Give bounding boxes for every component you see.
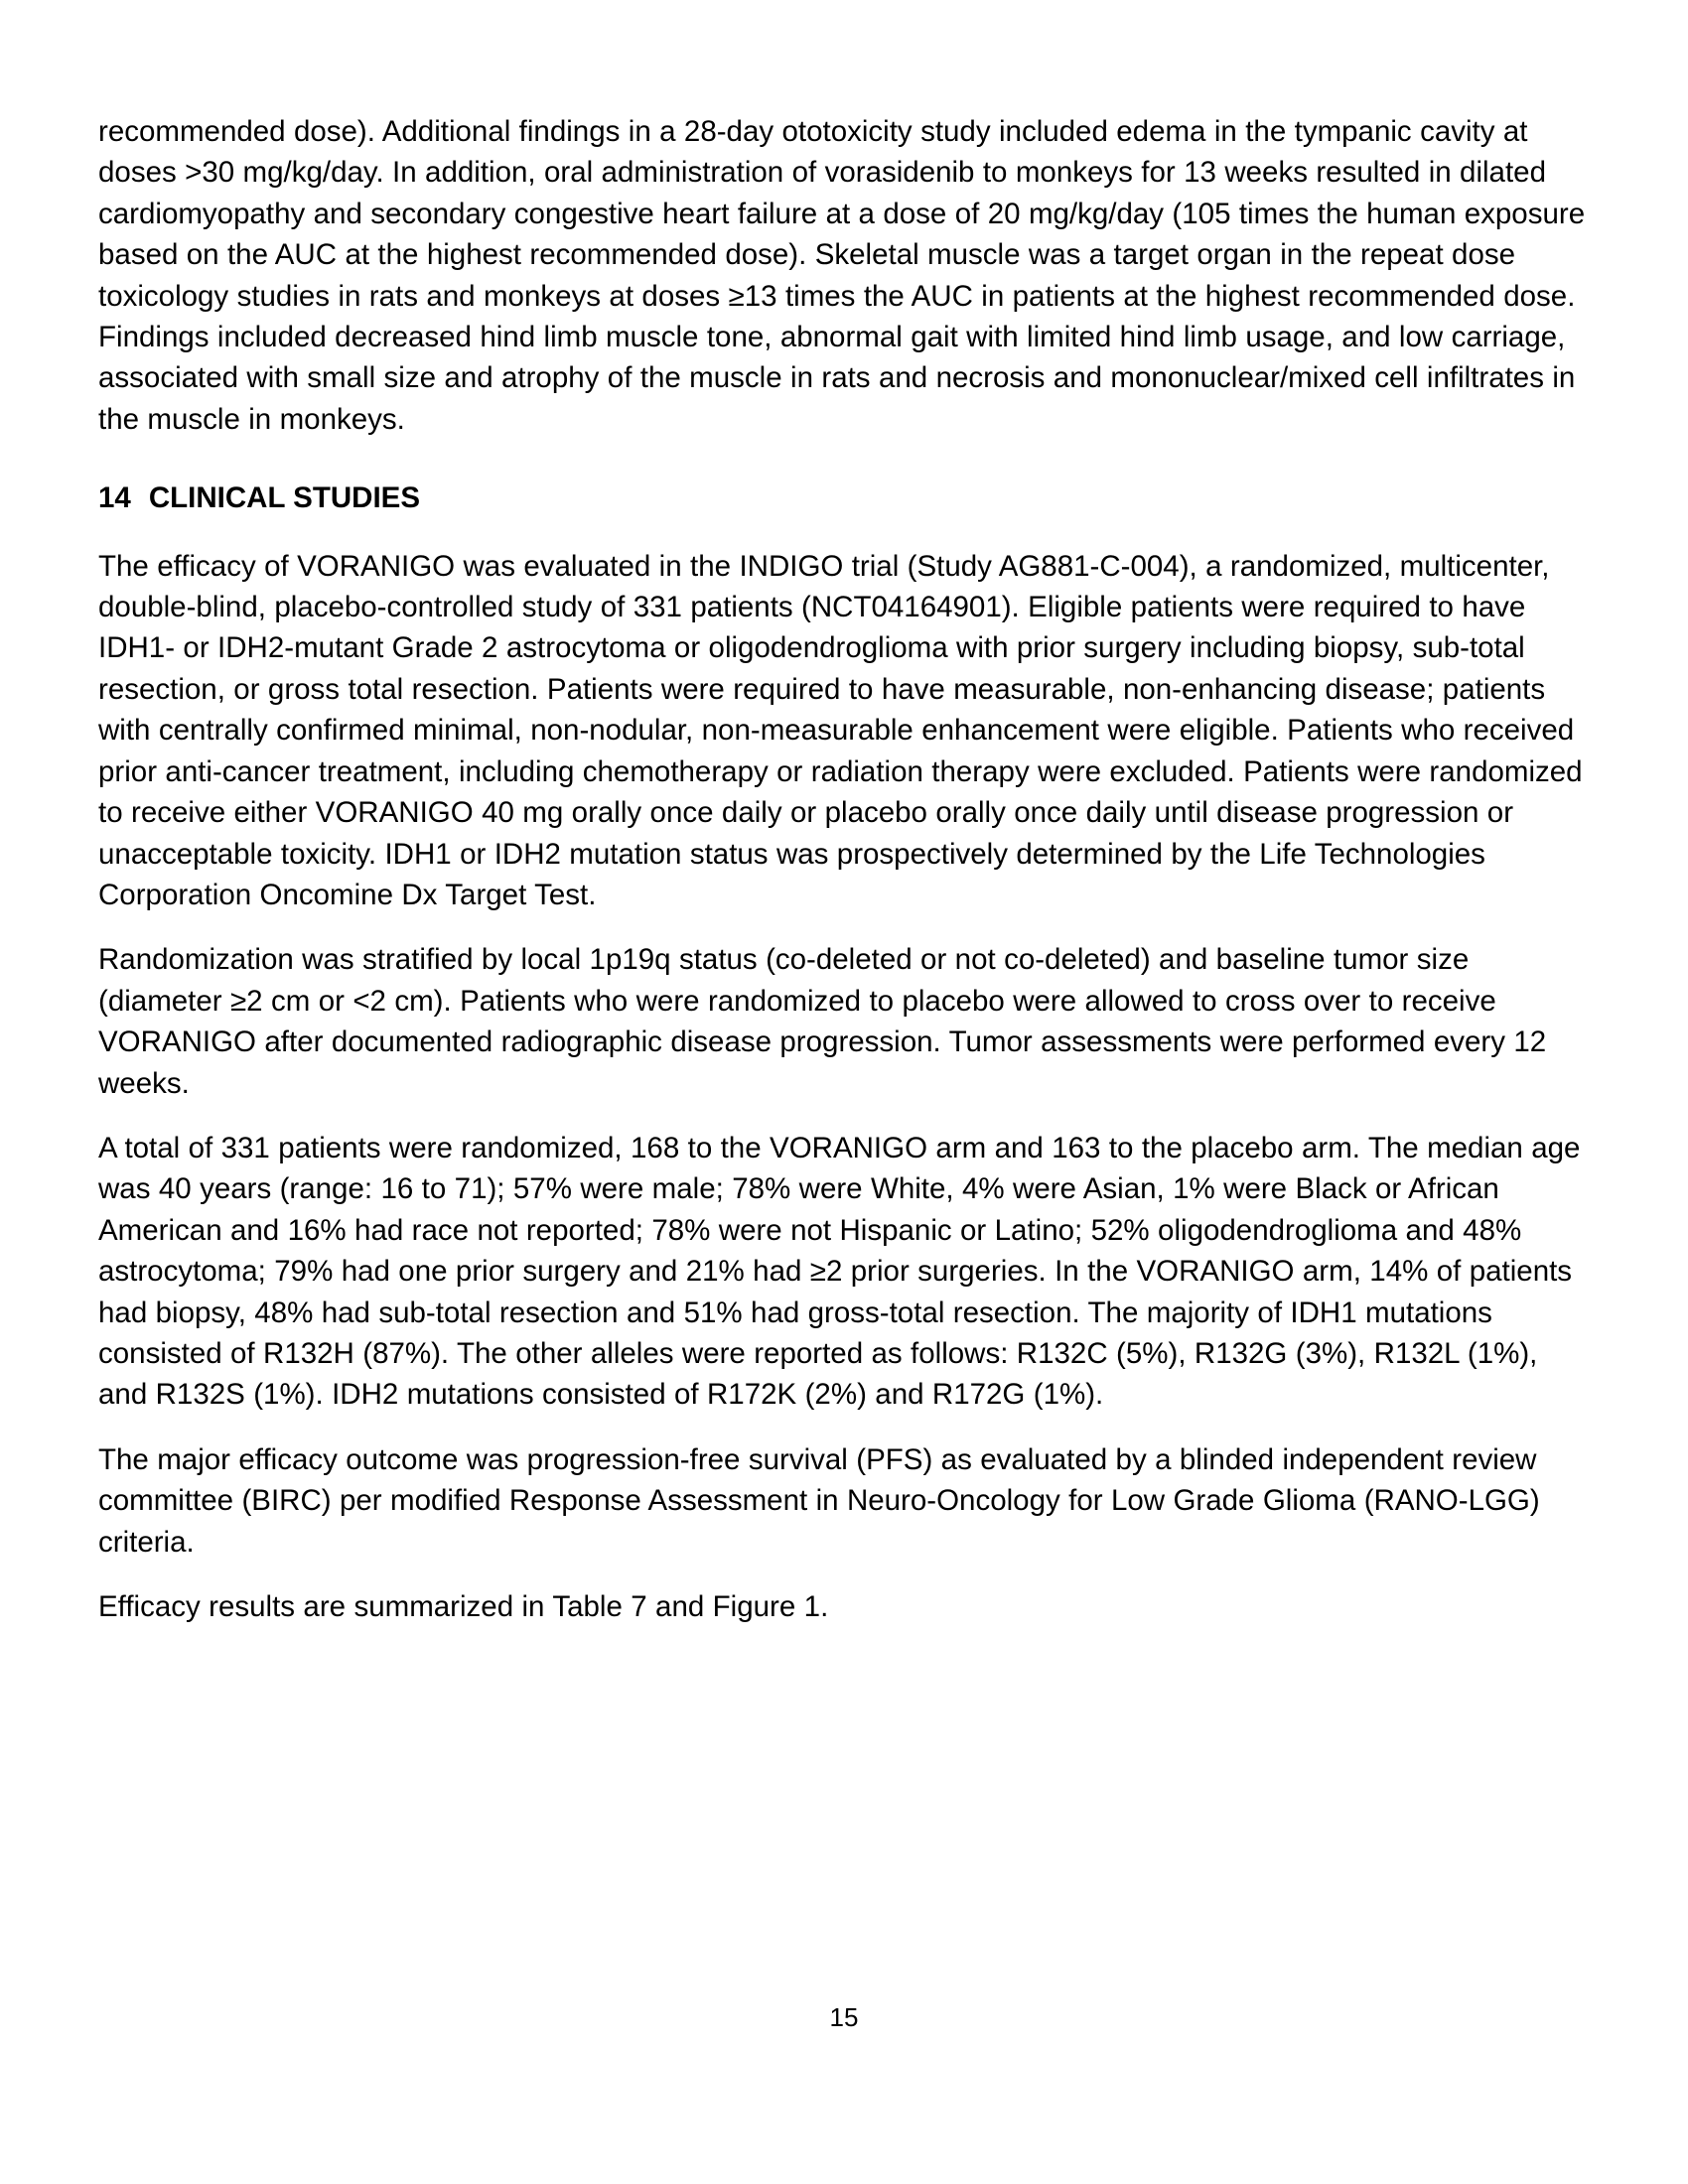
section-title: CLINICAL STUDIES (148, 481, 420, 515)
page-number: 15 (829, 2002, 859, 2032)
paragraph-nonclinical-toxicology-continued: recommended dose). Additional findings in a 28-day ototoxicity study included edema in the tympanic cavity at doses >30 mg/kg/day. In addition, oral administration of vorasidenib to monkeys for 13 weeks resulted in dilated cardiomyopathy and secondary congestive heart failure at a dose of 20 mg/kg/day (105 times the human exposure based on the AUC at the highest recommended dose). Skeletal muscle was a target organ in the repeat dose toxicology studies in rats and monkeys at doses ≥13 times the AUC in patients at the highest recommended dose. Findings included decreased hind limb muscle tone, abnormal gait with limited hind limb usage, and low carriage, associated with small size and atrophy of the muscle in rats and necrosis and mononuclear/mixed cell infiltrates in the muscle in monkeys. (98, 115, 1586, 436)
paragraph-randomization-stratification: Randomization was stratified by local 1p19q status (co-deleted or not co-deleted) and baseline tumor size (diameter ≥2 cm or <2 cm). Patients who were randomized to placebo were allowed to cross over to receive VORANIGO after documented radiographic disease progression. Tumor assessments were performed every 12 weeks. (98, 943, 1547, 1100)
paragraph-patient-demographics: A total of 331 patients were randomized, 168 to the VORANIGO arm and 163 to the placebo arm. The median age was 40 years (range: 16 to 71); 57% were male; 78% were White, 4% were Asian, 1% were Black or African American and 16% had race not reported; 78% were not Hispanic or Latino; 52% oligodendroglioma and 48% astrocytoma; 79% had one prior surgery and 21% had ≥2 prior surgeries. In the VORANIGO arm, 14% of patients had biopsy, 48% had sub-total resection and 51% had gross-total resection. The majority of IDH1 mutations consisted of R132H (87%). The other alleles were reported as follows: R132C (5%), R132G (3%), R132L (1%), and R132S (1%). IDH2 mutations consisted of R172K (2%) and R172G (1%). (98, 1131, 1581, 1412)
section-number: 14 (98, 481, 131, 515)
section-heading-clinical-studies (98, 478, 1590, 518)
paragraph-indigo-trial-design: The efficacy of VORANIGO was evaluated in the INDIGO trial (Study AG881-C-004), a randomized, multicenter, double-blind, placebo-controlled study of 331 patients (NCT04164901). Eligible patients were required to have IDH1- or IDH2-mutant Grade 2 astrocytoma or oligodendroglioma with prior surgery including biopsy, sub-total resection, or gross total resection. Patients were required to have measurable, non-enhancing disease; patients with centrally confirmed minimal, non-nodular, non-measurable enhancement were eligible. Patients who received prior anti-cancer treatment, including chemotherapy or radiation therapy were excluded. Patients were randomized to receive either VORANIGO 40 mg orally once daily or placebo orally once daily until disease progression or unacceptable toxicity. IDH1 or IDH2 mutation status was prospectively determined by the Life Technologies Corporation Oncomine Dx Target Test. (98, 549, 1583, 911)
page-content (98, 111, 1590, 1651)
paragraph-major-efficacy-outcome: The major efficacy outcome was progression-free survival (PFS) as evaluated by a blinded independent review committee (BIRC) per modified Response Assessment in Neuro-Oncology for Low Grade Glioma (RANO-LGG) criteria. (98, 1442, 1540, 1559)
paragraph-efficacy-results-reference: Efficacy results are summarized in Table 7 and Figure 1. (98, 1590, 829, 1623)
